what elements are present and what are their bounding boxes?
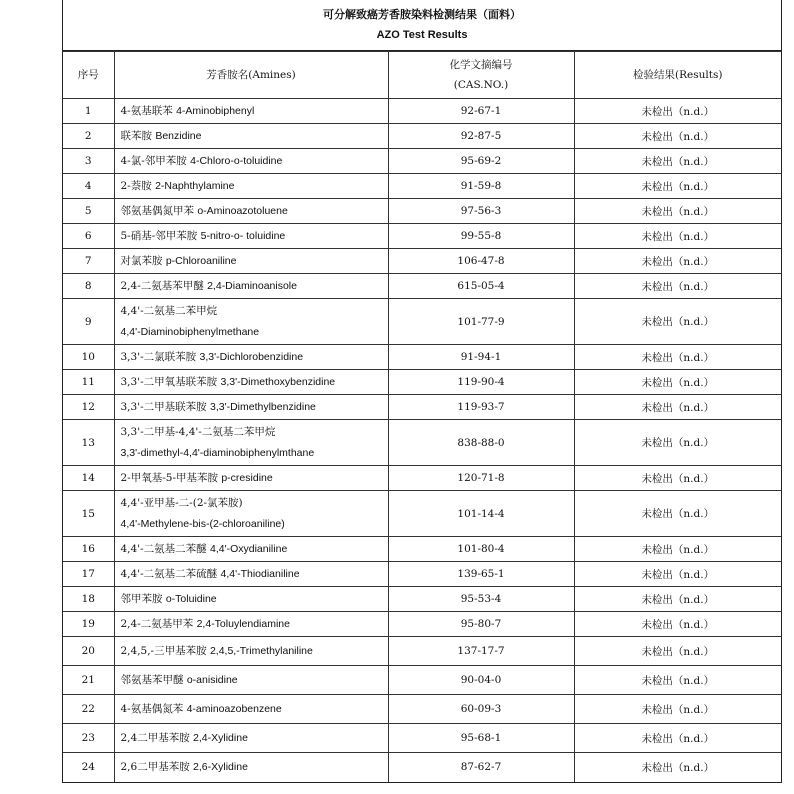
test-result: 未检出（n.d.） — [574, 466, 781, 491]
amine-name-cn: 联苯胺 — [120, 129, 156, 142]
amine-name-en: 4,4'-Methylene-bis-(2-chloroaniline) — [120, 517, 285, 530]
table-row — [63, 587, 781, 612]
amine-name-cn: 2,4,5,-三甲基苯胺 — [120, 644, 210, 657]
amine-name-cn: 3,3'-二甲氧基联苯胺 — [120, 375, 221, 388]
test-result: 未检出（n.d.） — [574, 199, 781, 224]
cas-number: 101-77-9 — [388, 299, 574, 345]
table-row — [63, 199, 781, 224]
amine-name-en: 4,4'-Thiodianiline — [220, 567, 300, 580]
test-result: 未检出（n.d.） — [574, 637, 781, 666]
test-result: 未检出（n.d.） — [574, 587, 781, 612]
amine-name — [114, 199, 388, 224]
amine-name — [114, 466, 388, 491]
amine-name-cn: 2,4-二氨基苯甲醚 — [120, 279, 208, 292]
row-number: 4 — [63, 174, 114, 199]
amine-name-cn: 2,6二甲基苯胺 — [120, 760, 194, 773]
report-title — [63, 0, 781, 51]
amine-name — [114, 149, 388, 174]
cas-number: 119-93-7 — [388, 395, 574, 420]
amine-name — [114, 695, 388, 724]
amine-name-en: 2,6-Xylidine — [193, 760, 248, 773]
amine-name-en: o-anisidine — [186, 673, 238, 686]
amine-name — [114, 587, 388, 612]
cas-number: 92-67-1 — [388, 99, 574, 124]
test-result: 未检出（n.d.） — [574, 149, 781, 174]
table-row — [63, 274, 781, 299]
test-result: 未检出（n.d.） — [574, 345, 781, 370]
amine-name-en: 4-Aminobiphenyl — [176, 104, 255, 117]
table-row — [63, 753, 781, 782]
table-row — [63, 299, 781, 345]
row-number: 24 — [63, 753, 114, 782]
test-result: 未检出（n.d.） — [574, 124, 781, 149]
cas-number: 95-69-2 — [388, 149, 574, 174]
table-body — [63, 99, 781, 782]
table-row — [63, 124, 781, 149]
azo-results-sheet — [62, 0, 782, 783]
amine-name-en: Benzidine — [155, 129, 202, 142]
cas-number: 91-94-1 — [388, 345, 574, 370]
amine-name — [114, 537, 388, 562]
table-row — [63, 562, 781, 587]
test-result: 未检出（n.d.） — [574, 395, 781, 420]
amine-name-cn: 2,4二甲基苯胺 — [120, 731, 194, 744]
cas-number: 119-90-4 — [388, 370, 574, 395]
header-cas-line1: 化学文摘编号 — [449, 59, 513, 71]
cas-number: 101-14-4 — [388, 491, 574, 537]
test-result: 未检出（n.d.） — [574, 174, 781, 199]
amine-name — [114, 395, 388, 420]
cas-number: 87-62-7 — [388, 753, 574, 782]
cas-number: 106-47-8 — [388, 249, 574, 274]
row-number: 20 — [63, 637, 114, 666]
test-result: 未检出（n.d.） — [574, 299, 781, 345]
test-result: 未检出（n.d.） — [574, 99, 781, 124]
row-number: 16 — [63, 537, 114, 562]
table-row — [63, 637, 781, 666]
amine-name-cn: 3,3'-二甲基联苯胺 — [120, 400, 210, 413]
test-result: 未检出（n.d.） — [574, 724, 781, 753]
cas-number: 139-65-1 — [388, 562, 574, 587]
amine-name-en: p-cresidine — [221, 471, 273, 484]
amine-name-en: 2-Naphthylamine — [155, 179, 235, 192]
header-cas — [388, 52, 574, 99]
amine-name — [114, 124, 388, 149]
row-number: 22 — [63, 695, 114, 724]
amine-name-en: 4,4'-Oxydianiline — [209, 542, 288, 555]
row-number: 13 — [63, 420, 114, 466]
amine-name-cn: 邻氨基苯甲醚 — [120, 673, 187, 686]
table-row — [63, 612, 781, 637]
row-number: 17 — [63, 562, 114, 587]
amine-name — [114, 562, 388, 587]
amine-name-cn: 4,4'-二氨基二苯甲烷 — [120, 304, 218, 317]
amine-name — [114, 666, 388, 695]
table-row — [63, 395, 781, 420]
amine-name-en: 3,3'-Dichlorobenzidine — [199, 350, 304, 363]
test-result: 未检出（n.d.） — [574, 370, 781, 395]
cas-number: 95-53-4 — [388, 587, 574, 612]
table-row — [63, 491, 781, 537]
row-number: 2 — [63, 124, 114, 149]
amine-name-en: 3,3'-dimethyl-4,4'-diaminobiphenylmthane — [120, 446, 315, 459]
amine-name — [114, 274, 388, 299]
amine-name — [114, 249, 388, 274]
amine-name — [114, 99, 388, 124]
amine-name-cn: 2-萘胺 — [120, 179, 156, 192]
amine-name — [114, 612, 388, 637]
amine-name — [114, 420, 388, 466]
test-result: 未检出（n.d.） — [574, 274, 781, 299]
cas-number: 91-59-8 — [388, 174, 574, 199]
row-number: 7 — [63, 249, 114, 274]
row-number: 11 — [63, 370, 114, 395]
cas-number: 137-17-7 — [388, 637, 574, 666]
row-number: 9 — [63, 299, 114, 345]
test-result: 未检出（n.d.） — [574, 562, 781, 587]
table-row — [63, 466, 781, 491]
cas-number: 92-87-5 — [388, 124, 574, 149]
title-english: AZO Test Results — [376, 29, 468, 41]
test-result: 未检出（n.d.） — [574, 249, 781, 274]
table-row — [63, 370, 781, 395]
amine-name-cn: 3,3'-二氯联苯胺 — [120, 350, 200, 363]
results-table — [63, 51, 781, 782]
amine-name — [114, 753, 388, 782]
amine-name-en: 3,3'-Dimethylbenzidine — [209, 400, 316, 413]
test-result: 未检出（n.d.） — [574, 537, 781, 562]
row-number: 18 — [63, 587, 114, 612]
test-result: 未检出（n.d.） — [574, 612, 781, 637]
amine-name-en: 4,4'-Diaminobiphenylmethane — [120, 325, 260, 338]
row-number: 21 — [63, 666, 114, 695]
row-number: 6 — [63, 224, 114, 249]
cas-number: 95-68-1 — [388, 724, 574, 753]
amine-name — [114, 174, 388, 199]
header-no: 序号 — [63, 52, 114, 99]
amine-name-en: o-Aminoazotoluene — [197, 204, 288, 217]
header-row — [63, 52, 781, 99]
cas-number: 60-09-3 — [388, 695, 574, 724]
test-result: 未检出（n.d.） — [574, 491, 781, 537]
amine-name — [114, 491, 388, 537]
cas-number: 838-88-0 — [388, 420, 574, 466]
amine-name — [114, 345, 388, 370]
amine-name-en: 2,4-Toluylendiamine — [196, 617, 290, 630]
amine-name-cn: 邻甲苯胺 — [120, 592, 166, 605]
cas-number: 97-56-3 — [388, 199, 574, 224]
row-number: 19 — [63, 612, 114, 637]
title-chinese: 可分解致癌芳香胺染料检测结果（面料） — [323, 8, 521, 21]
table-row — [63, 174, 781, 199]
amine-name-cn: 2-甲氧基-5-甲基苯胺 — [120, 471, 222, 484]
amine-name-en: o-Toluidine — [165, 592, 217, 605]
table-row — [63, 724, 781, 753]
header-amine: 芳香胺名(Amines) — [114, 52, 388, 99]
row-number: 23 — [63, 724, 114, 753]
row-number: 15 — [63, 491, 114, 537]
row-number: 14 — [63, 466, 114, 491]
table-row — [63, 249, 781, 274]
amine-name-en: 2,4-Xylidine — [193, 731, 248, 744]
row-number: 12 — [63, 395, 114, 420]
amine-name-en: 4-Chloro-o-toluidine — [190, 154, 283, 167]
row-number: 3 — [63, 149, 114, 174]
amine-name-cn: 4-氨基偶氮苯 — [120, 702, 187, 715]
amine-name-cn: 4,4'-二氨基二苯硫醚 — [120, 567, 221, 580]
cas-number: 95-80-7 — [388, 612, 574, 637]
table-row — [63, 666, 781, 695]
table-row — [63, 149, 781, 174]
cas-number: 101-80-4 — [388, 537, 574, 562]
row-number: 1 — [63, 99, 114, 124]
test-result: 未检出（n.d.） — [574, 420, 781, 466]
amine-name — [114, 224, 388, 249]
amine-name — [114, 637, 388, 666]
table-row — [63, 420, 781, 466]
test-result: 未检出（n.d.） — [574, 666, 781, 695]
amine-name-cn: 4,4'-二氨基二苯醚 — [120, 542, 210, 555]
amine-name — [114, 299, 388, 345]
row-number: 5 — [63, 199, 114, 224]
amine-name-cn: 对氯苯胺 — [120, 254, 166, 267]
row-number: 10 — [63, 345, 114, 370]
amine-name — [114, 370, 388, 395]
header-result: 检验结果(Results) — [574, 52, 781, 99]
amine-name-cn: 4,4'-亚甲基-二-(2-氯苯胺) — [120, 496, 243, 509]
amine-name-cn: 4-氨基联苯 — [120, 104, 177, 117]
header-cas-line2: (CAS.NO.) — [453, 79, 509, 91]
amine-name-en: 2,4-Diaminoanisole — [207, 279, 297, 292]
amine-name-en: 4-aminoazobenzene — [186, 702, 282, 715]
test-result: 未检出（n.d.） — [574, 224, 781, 249]
amine-name-cn: 邻氨基偶氮甲苯 — [120, 204, 198, 217]
table-row — [63, 537, 781, 562]
test-result: 未检出（n.d.） — [574, 695, 781, 724]
amine-name — [114, 724, 388, 753]
amine-name-cn: 4-氯-邻甲苯胺 — [120, 154, 191, 167]
cas-number: 615-05-4 — [388, 274, 574, 299]
row-number: 8 — [63, 274, 114, 299]
table-row — [63, 99, 781, 124]
amine-name-en: 3,3'-Dimethoxybenzidine — [220, 375, 336, 388]
test-result: 未检出（n.d.） — [574, 753, 781, 782]
amine-name-en: 2,4,5,-Trimethylaniline — [209, 644, 313, 657]
table-row — [63, 345, 781, 370]
amine-name-cn: 5-硝基-邻甲苯胺 — [120, 229, 201, 242]
amine-name-cn: 2,4-二氨基甲苯 — [120, 617, 197, 630]
cas-number: 99-55-8 — [388, 224, 574, 249]
table-row — [63, 224, 781, 249]
amine-name-cn: 3,3'-二甲基-4,4'-二氨基二苯甲烷 — [120, 425, 276, 438]
cas-number: 120-71-8 — [388, 466, 574, 491]
amine-name-en: 5-nitro-o- toluidine — [200, 229, 286, 242]
amine-name-en: p-Chloroaniline — [165, 254, 237, 267]
cas-number: 90-04-0 — [388, 666, 574, 695]
table-row — [63, 695, 781, 724]
